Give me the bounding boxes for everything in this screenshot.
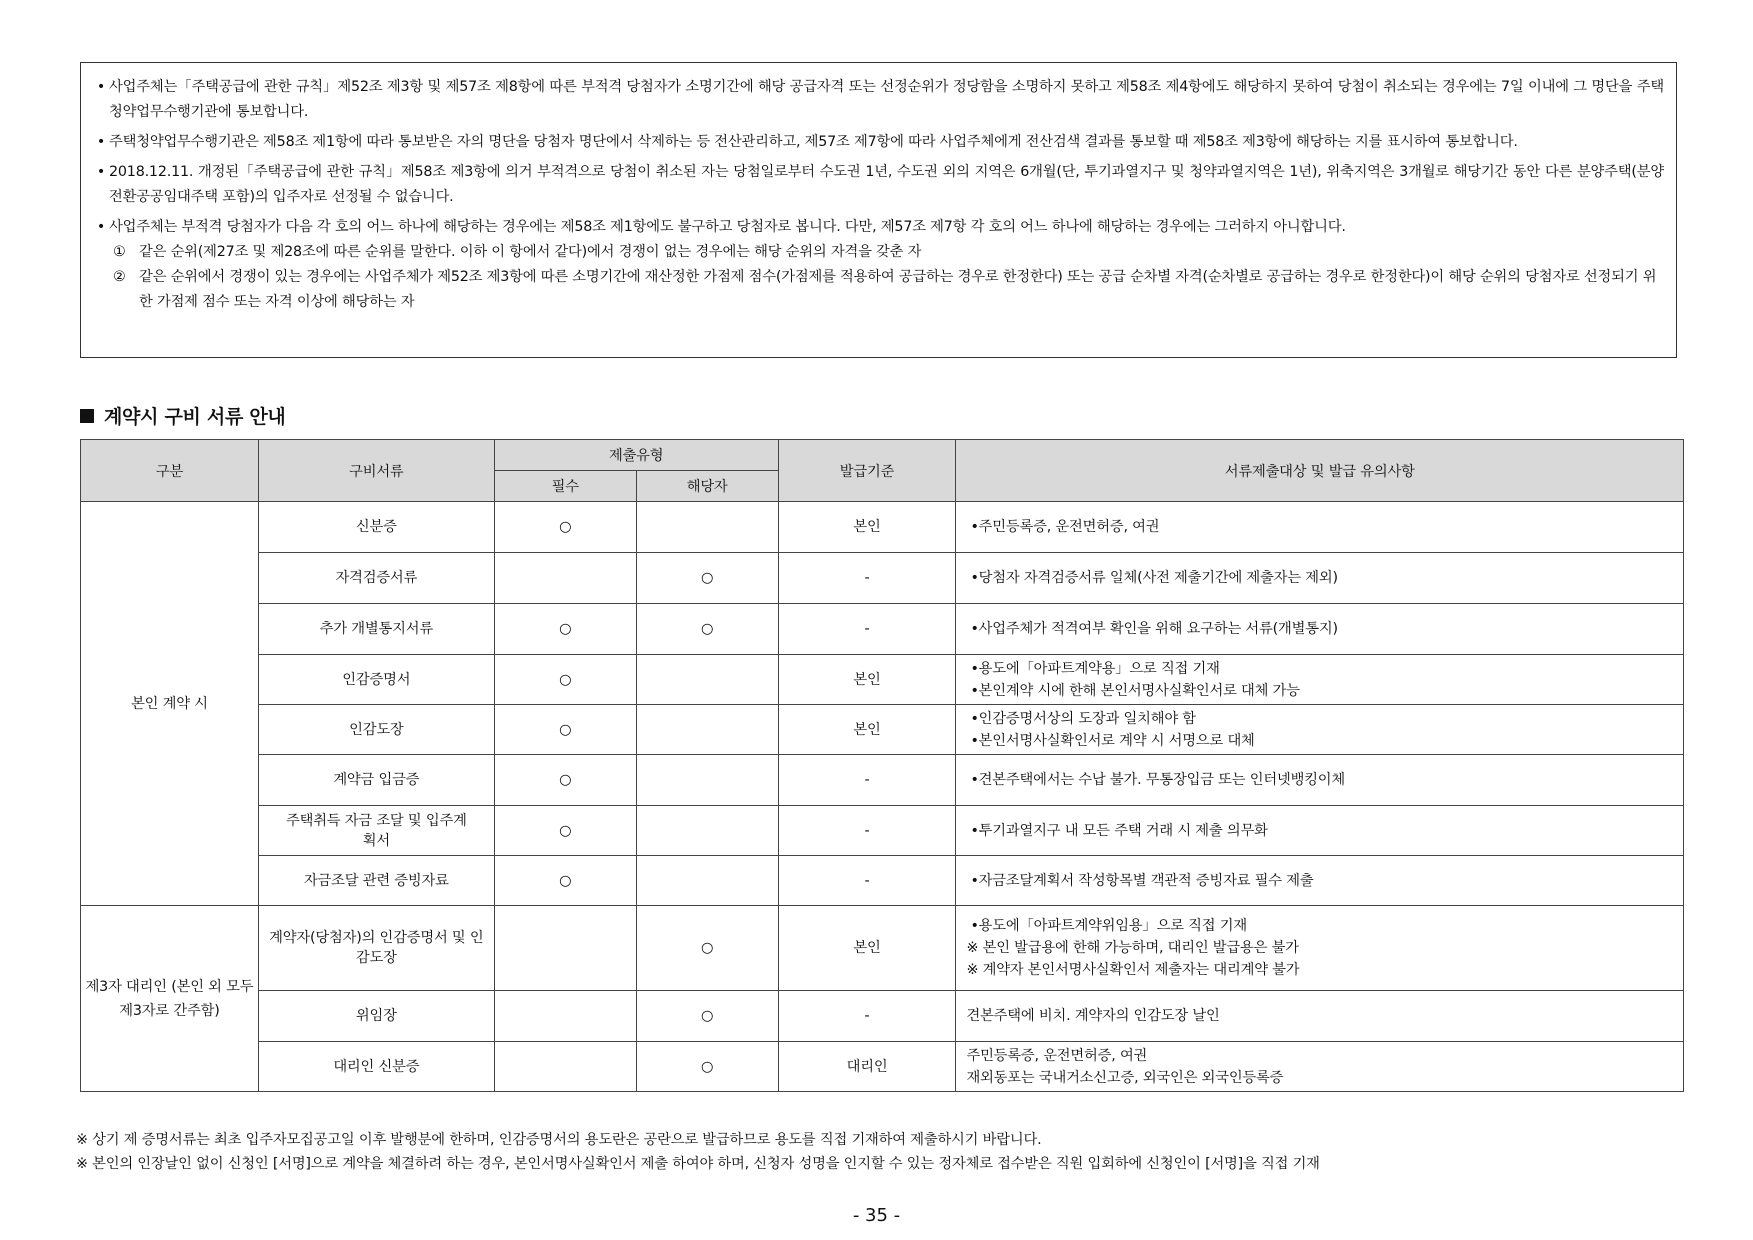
note-line: •본인서명사실확인서로 계약 시 서명으로 대체 — [970, 732, 1255, 749]
table-row — [81, 655, 1684, 705]
basis-cell: - — [778, 755, 956, 806]
bullet-dot: • — [96, 219, 106, 235]
applicable-cell: ○ — [636, 1042, 778, 1092]
basis-cell: 본인 — [778, 502, 956, 553]
note-line: •본인계약 시에 한해 본인서명사실확인서로 대체 가능 — [970, 682, 1300, 699]
header-category: 구분 — [81, 440, 259, 502]
basis-cell: 본인 — [778, 655, 956, 705]
table-row — [81, 806, 1684, 856]
required-cell: ○ — [494, 856, 636, 906]
notes-cell — [956, 553, 1684, 604]
notes-cell — [956, 502, 1684, 553]
document-cell: 인감증명서 — [258, 655, 494, 705]
notes-cell — [956, 604, 1684, 655]
note-line: 주민등록증, 운전면허증, 여권 — [966, 1047, 1148, 1064]
basis-cell: - — [778, 553, 956, 604]
sub-text: 같은 순위에서 경쟁이 있는 경우에는 사업주체가 제52조 제3항에 따른 소명기간에 재산정한 가점제 점수(가점제를 적용하여 공급하는 경우로 한정한다) 또는 공급 순차별 자격(순차별로 공급하는 경우로 한정한다)이 해당 순위의 당첨자로 선정되기 위한 가점제 점수 또는 자격 이상에 해당하는 자 — [139, 269, 1657, 310]
notes-cell — [956, 991, 1684, 1042]
notice-text: 주택청약업무수행기관은 제58조 제1항에 따라 통보받은 자의 명단을 당첨자 명단에서 삭제하는 등 전산관리하고, 제57조 제7항에 따라 사업주체에게 전산검색 결과를 통보할 때 제58조 제3항에 해당하는 지를 표시하여 통보합니다. — [109, 134, 1518, 150]
notes-cell — [956, 856, 1684, 906]
table-row — [81, 755, 1684, 806]
notes-cell — [956, 705, 1684, 755]
table-row — [81, 705, 1684, 755]
notes-cell — [956, 755, 1684, 806]
table-row — [81, 991, 1684, 1042]
header-applicable: 해당자 — [636, 471, 778, 502]
note-line: •당첨자 자격검증서류 일체(사전 제출기간에 제출자는 제외) — [970, 570, 1338, 586]
required-cell — [494, 1042, 636, 1092]
applicable-cell — [636, 655, 778, 705]
notice-bullet-4 — [93, 215, 1664, 240]
section-title-text: 계약시 구비 서류 안내 — [104, 406, 286, 428]
basis-cell: - — [778, 991, 956, 1042]
table-row — [81, 1042, 1684, 1092]
footnote-1: ※ 상기 제 증명서류는 최초 입주자모집공고일 이후 발행분에 한하며, 인감증명서의 용도란은 공란으로 발급하므로 용도를 직접 기재하여 제출하시기 바랍니다. — [76, 1132, 1042, 1148]
document-cell: 대리인 신분증 — [258, 1042, 494, 1092]
header-required: 필수 — [494, 471, 636, 502]
required-cell: ○ — [494, 502, 636, 553]
square-bullet-icon — [80, 409, 94, 423]
required-cell: ○ — [494, 604, 636, 655]
table-row — [81, 502, 1684, 553]
bullet-dot: • — [96, 164, 106, 180]
applicable-cell — [636, 806, 778, 856]
required-cell: ○ — [494, 655, 636, 705]
contract-documents-table — [80, 439, 1684, 1092]
footnote-2: ※ 본인의 인장날인 없이 신청인 [서명]으로 계약을 체결하려 하는 경우, 본인서명사실확인서 제출 하여야 하며, 신청자 성명을 인지할 수 있는 정자체로 접수받은 직원 입회하에 신청인이 [서명]을 직접 기재 — [76, 1156, 1320, 1172]
required-cell — [494, 553, 636, 604]
document-cell: 위임장 — [258, 991, 494, 1042]
notes-cell — [956, 806, 1684, 856]
required-cell — [494, 991, 636, 1042]
notes-cell — [956, 655, 1684, 705]
required-cell: ○ — [494, 705, 636, 755]
basis-cell: - — [778, 806, 956, 856]
notice-bullet-3 — [93, 160, 1664, 210]
document-cell: 추가 개별통지서류 — [258, 604, 494, 655]
required-cell: ○ — [494, 755, 636, 806]
header-issue-basis: 발급기준 — [778, 440, 956, 502]
sub-text: 같은 순위(제27조 및 제28조에 따른 순위를 말한다. 이하 이 항에서 같다)에서 경쟁이 없는 경우에는 해당 순위의 자격을 갖춘 자 — [139, 244, 922, 260]
bullet-dot: • — [96, 134, 106, 150]
applicable-cell: ○ — [636, 906, 778, 991]
notice-text: 사업주체는「주택공급에 관한 규칙」제52조 제3항 및 제57조 제8항에 따른 부적격 당첨자가 소명기간에 해당 공급자격 또는 선정순위가 정당함을 소명하지 못하고 제58조 제4항에도 해당하지 못하여 당첨이 취소되는 경우에는 7일 이내에 그 명단을 주택청약업무수행기관에 통보합니다. — [109, 79, 1664, 120]
notes-cell — [956, 1042, 1684, 1092]
note-line: 재외동포는 국내거소신고증, 외국인은 외국인등록증 — [966, 1069, 1284, 1086]
table-row — [81, 906, 1684, 991]
note-line: •사업주체가 적격여부 확인을 위해 요구하는 서류(개별통지) — [970, 621, 1338, 637]
document-cell: 인감도장 — [258, 705, 494, 755]
document-cell: 계약자(당첨자)의 인감증명서 및 인감도장 — [258, 906, 494, 991]
basis-cell: 본인 — [778, 705, 956, 755]
header-submit-type: 제출유형 — [494, 440, 778, 471]
note-line: •투기과열지구 내 모든 주택 거래 시 제출 의무화 — [970, 822, 1268, 839]
category-cell: 제3자 대리인 (본인 외 모두 제3자로 간주함) — [81, 906, 259, 1092]
notice-sub-2 — [93, 265, 1664, 315]
table-row — [81, 604, 1684, 655]
table-row — [81, 856, 1684, 906]
applicable-cell — [636, 856, 778, 906]
applicable-cell: ○ — [636, 604, 778, 655]
note-line: •견본주택에서는 수납 불가. 무통장입금 또는 인터넷뱅킹이체 — [970, 772, 1346, 788]
basis-cell: - — [778, 856, 956, 906]
note-line: •자금조달계획서 작성항목별 객관적 증빙자료 필수 제출 — [970, 872, 1314, 889]
note-line: •용도에「아파트계약용」으로 직접 기재 — [970, 660, 1220, 677]
note-line: •주민등록증, 운전면허증, 여권 — [970, 519, 1160, 535]
document-cell: 신분증 — [258, 502, 494, 553]
applicable-cell — [636, 705, 778, 755]
document-cell: 계약금 입금증 — [258, 755, 494, 806]
notice-text: 2018.12.11. 개정된「주택공급에 관한 규칙」제58조 제3항에 의거 부적격으로 당첨이 취소된 자는 당첨일로부터 수도권 1년, 수도권 외의 지역은 6개월(단, 투기과열지구 및 청약과열지역은 1년), 위축지역은 3개월로 해당기간 동안 다른 분양주택(분양전환공공임대주택 포함)의 입주자로 선정될 수 없습니다. — [109, 164, 1664, 205]
document-cell: 주택취득 자금 조달 및 입주계획서 — [258, 806, 494, 856]
category-cell: 본인 계약 시 — [81, 502, 259, 906]
document-cell: 자금조달 관련 증빙자료 — [258, 856, 494, 906]
basis-cell: - — [778, 604, 956, 655]
note-line: ※ 본인 발급용에 한해 가능하며, 대리인 발급용은 불가 — [966, 940, 1299, 956]
note-line: 견본주택에 비치. 계약자의 인감도장 날인 — [966, 1008, 1220, 1024]
sub-number: ② — [113, 269, 126, 285]
sub-number: ① — [113, 244, 126, 260]
applicable-cell: ○ — [636, 991, 778, 1042]
notice-bullet-1 — [93, 75, 1664, 125]
notice-bullet-2 — [93, 130, 1664, 155]
basis-cell: 대리인 — [778, 1042, 956, 1092]
table-row — [81, 553, 1684, 604]
note-line: •인감증명서상의 도장과 일치해야 함 — [970, 710, 1196, 727]
note-line: •용도에「아파트계약위임용」으로 직접 기재 — [970, 918, 1247, 934]
notes-cell — [956, 906, 1684, 991]
applicable-cell — [636, 502, 778, 553]
required-cell — [494, 906, 636, 991]
header-notes: 서류제출대상 및 발급 유의사항 — [956, 440, 1684, 502]
applicable-cell — [636, 755, 778, 806]
basis-cell: 본인 — [778, 906, 956, 991]
notice-box — [80, 62, 1677, 358]
applicable-cell: ○ — [636, 553, 778, 604]
note-line: ※ 계약자 본인서명사실확인서 제출자는 대리계약 불가 — [966, 962, 1300, 978]
document-cell: 자격검증서류 — [258, 553, 494, 604]
header-document: 구비서류 — [258, 440, 494, 502]
required-cell: ○ — [494, 806, 636, 856]
notice-sub-1 — [93, 240, 1664, 265]
notice-text: 사업주체는 부적격 당첨자가 다음 각 호의 어느 하나에 해당하는 경우에는 제58조 제1항에도 불구하고 당첨자로 봅니다. 다만, 제57조 제7항 각 호의 어느 하나에 해당하는 경우에는 그러하지 아니합니다. — [109, 219, 1346, 235]
page-number: - 35 - — [852, 1205, 901, 1226]
section-title — [80, 402, 285, 429]
bullet-dot: • — [96, 79, 106, 95]
